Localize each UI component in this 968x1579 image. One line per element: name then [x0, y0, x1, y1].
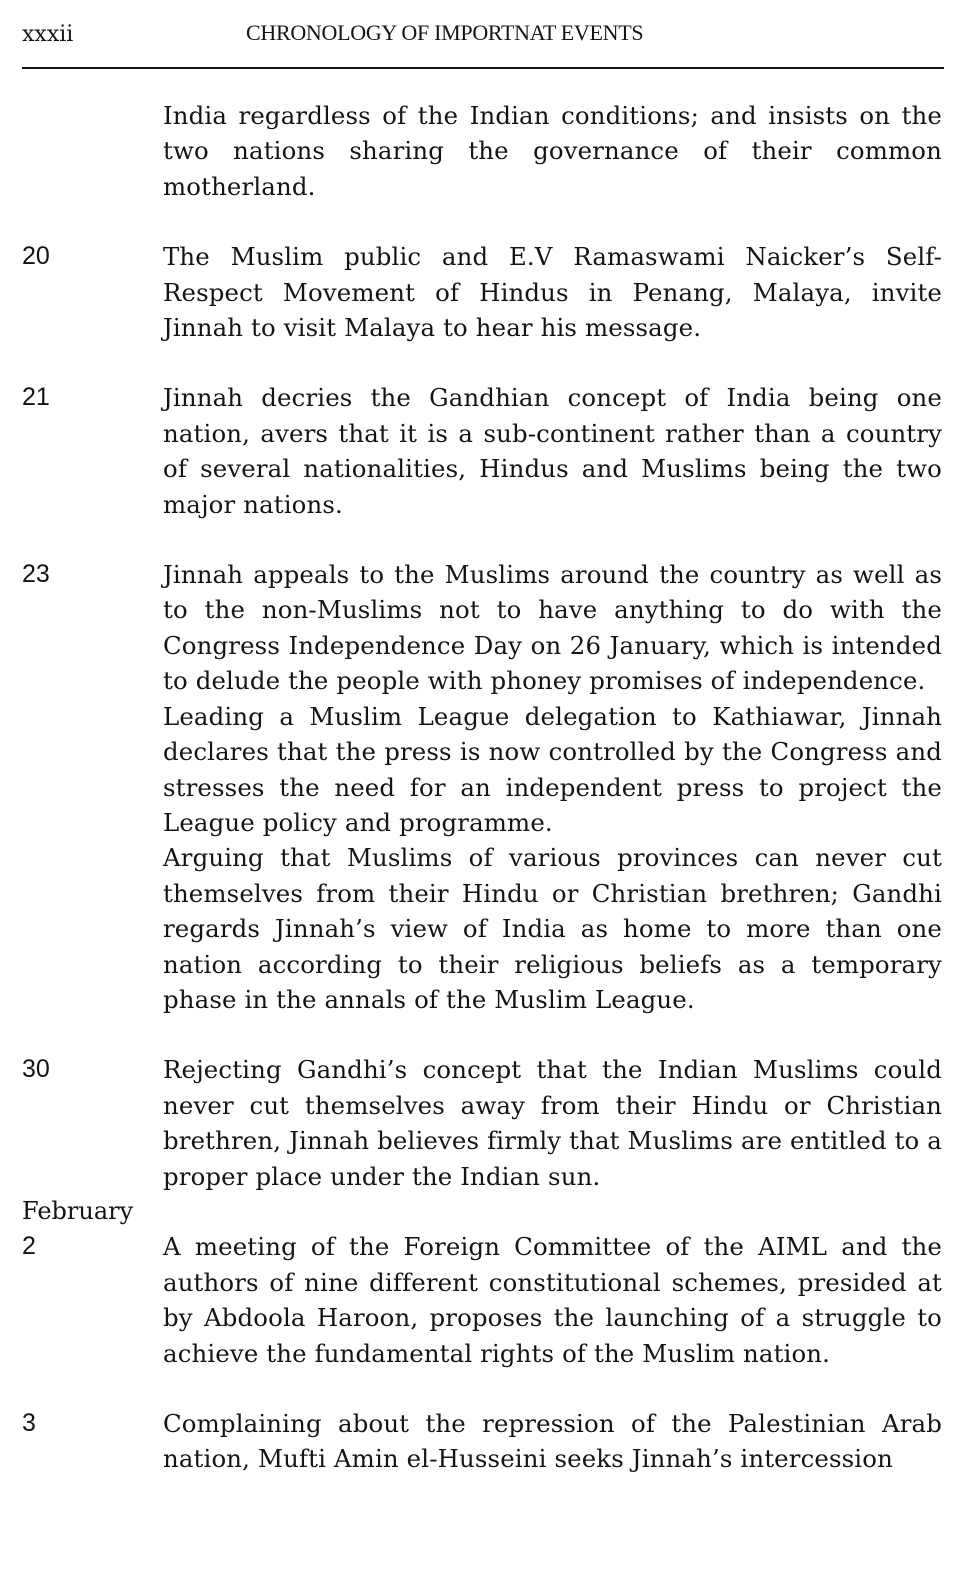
entry-paragraph: Arguing that Muslims of various provinces can never cut themselves from their Hindu or Christian brethren; Gandhi regards Jinnah’s view of India as home to more than one nation according to their religious beliefs as a temporary phase in the annals of the Muslim League. — [163, 843, 942, 1014]
header-rule — [22, 67, 944, 69]
entry-paragraph: Jinnah appeals to the Muslims around the country as well as to the non-Muslims not to have anything to do with the Congress Independence Day on 26 January, which is intended to delude the people with phoney promises of independence. — [163, 560, 942, 696]
entry-paragraph: India regardless of the Indian conditions; and insists on the two nations sharing the governance of their common motherland. — [163, 101, 942, 201]
page-header — [22, 0, 944, 70]
entry-20 — [0, 239, 968, 345]
entry-paragraph: Jinnah decries the Gandhian concept of India being one nation, avers that it is a sub-continent rather than a country of several nationalities, Hindus and Muslims being the two major nations. — [163, 383, 942, 519]
running-title: CHRONOLOGY OF IMPORTNAT EVENTS — [246, 20, 644, 45]
month-heading: February — [22, 1196, 134, 1225]
entry-23 — [0, 557, 968, 1017]
entry-day: 3 — [22, 1409, 36, 1437]
entry-day: 30 — [22, 1055, 50, 1084]
entry-paragraph: Complaining about the repression of the Palestinian Arab nation, Mufti Amin el-Husseini seeks Jinnah’s intercession — [163, 1409, 942, 1474]
entry-paragraph: Leading a Muslim League delegation to Kathiawar, Jinnah declares that the press is now controlled by the Congress and stresses the need for an independent press to project the League policy and programme. — [163, 701, 942, 837]
entry-day: 2 — [22, 1232, 36, 1261]
page-number: xxxii — [22, 22, 74, 47]
entry-feb-2 — [0, 1229, 968, 1371]
entry-paragraph: Rejecting Gandhi’s concept that the Indian Muslims could never cut themselves away from their Hindu or Christian brethren, Jinnah believes firmly that Muslims are entitled to a proper place under the Indian sun. — [163, 1055, 942, 1191]
chronology-body — [0, 98, 968, 1477]
entry-day: 23 — [22, 560, 50, 589]
entry-feb-3 — [0, 1406, 968, 1477]
entry-continued — [0, 98, 968, 204]
entry-30 — [0, 1052, 968, 1194]
entry-21 — [0, 380, 968, 522]
entry-day: 20 — [22, 242, 50, 271]
entry-day: 21 — [22, 383, 50, 412]
entry-paragraph: A meeting of the Foreign Committee of the AIML and the authors of nine different constitutional schemes, presided at by Abdoola Haroon, proposes the launching of a struggle to achieve the fundamental rights of the Muslim nation. — [163, 1232, 942, 1368]
entry-paragraph: The Muslim public and E.V Ramaswami Naicker’s Self-Respect Movement of Hindus in Penang, Malaya, invite Jinnah to visit Malaya to hear his message. — [163, 242, 942, 343]
